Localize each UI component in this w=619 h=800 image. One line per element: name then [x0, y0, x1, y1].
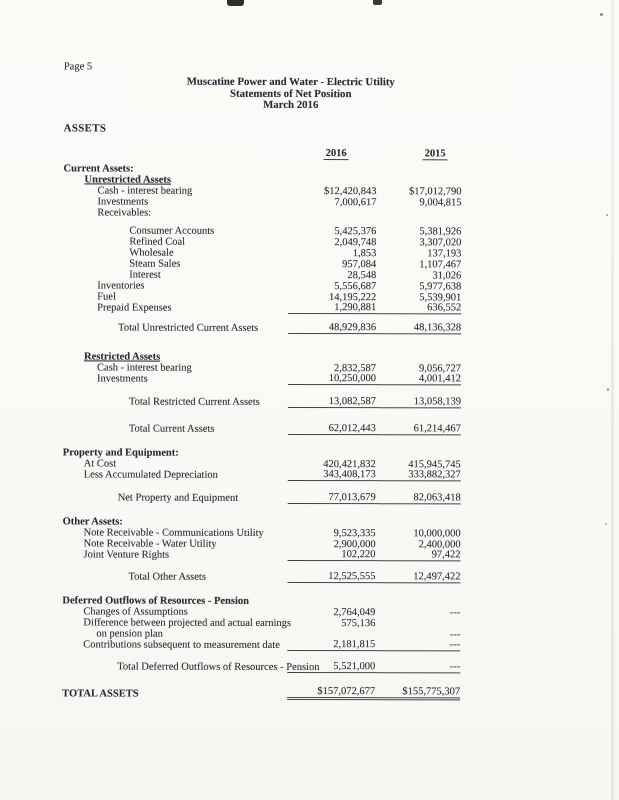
amount-2016: 2,181,815	[287, 639, 375, 652]
amount-2015: 415,945,745	[408, 458, 461, 470]
amount-2016: 12,525,555	[287, 571, 375, 584]
row-label: Current Assets:	[63, 162, 134, 175]
amount-2016: 957,084	[342, 258, 377, 270]
amount-2015: 12,497,422	[375, 571, 460, 584]
amount-2015: 10,000,000	[413, 527, 461, 539]
amount-2016: 7,000,617	[334, 196, 377, 208]
row-label: Total Current Assets	[128, 423, 215, 435]
amount-2015: 13,058,139	[376, 396, 461, 409]
amount-2015: 61,214,467	[376, 423, 461, 436]
row-label: Investments	[96, 373, 148, 385]
row-label: Receivables:	[97, 207, 152, 219]
scan-artifact	[227, 0, 244, 6]
amount-2015: ---	[449, 628, 461, 640]
statement-row	[62, 571, 460, 583]
amount-2016: 5,556,687	[334, 280, 377, 292]
amount-2015: ---	[375, 661, 460, 674]
statement-row	[62, 639, 460, 651]
amount-2015: 4,001,412	[376, 373, 461, 386]
amount-2015: 9,056,727	[419, 362, 462, 374]
row-label: Note Receivable - Water Utility	[83, 538, 217, 550]
amount-2016: 2,764,049	[333, 606, 376, 618]
amount-2016: 28,548	[347, 269, 377, 281]
row-label: Inventories	[97, 280, 145, 292]
amount-2015: 3,307,020	[419, 236, 462, 248]
row-spacer	[63, 407, 461, 424]
statement-row	[63, 469, 461, 481]
statement-row	[62, 685, 461, 700]
row-label: Joint Venture Rights	[83, 549, 170, 561]
row-label: Total Other Assets	[128, 571, 206, 583]
row-label: Consumer Accounts	[129, 225, 215, 237]
column-header-2015: 2015	[423, 148, 448, 160]
row-label: Refined Coal	[129, 236, 186, 248]
amount-2016: 575,136	[341, 617, 376, 629]
row-label: Difference between projected and actual earnings	[83, 617, 292, 629]
row-label: Changes of Assumptions	[83, 606, 188, 618]
column-header-spacer	[64, 158, 261, 159]
row-label: Prepaid Expenses	[97, 302, 172, 314]
amount-2015: 97,422	[376, 549, 461, 562]
document-title: Muscatine Power and Water - Electric Utility	[186, 75, 395, 89]
amount-2016: $157,072,677	[287, 686, 375, 701]
row-label: Less Accumulated Depreciation	[83, 469, 218, 481]
scan-artifact	[373, 0, 382, 5]
scan-artifact	[605, 523, 607, 525]
amount-2016: 77,013,679	[288, 492, 376, 505]
statement-row	[63, 322, 461, 334]
statement-row	[63, 549, 461, 561]
row-spacer	[63, 333, 461, 352]
amount-2016: 2,900,000	[333, 538, 376, 550]
section-heading-assets: ASSETS	[63, 122, 107, 135]
statement-row	[63, 423, 461, 435]
statement-rows	[62, 163, 461, 700]
statement-row	[63, 302, 461, 314]
statement-row	[62, 661, 460, 673]
row-label: Restricted Assets	[84, 351, 161, 363]
row-label: TOTAL ASSETS	[62, 687, 139, 700]
document-subtitle: Statements of Net Position	[230, 87, 352, 100]
row-label: Contributions subsequent to measurement date	[83, 639, 280, 651]
scan-artifact	[600, 13, 603, 16]
amount-2015: $17,012,790	[408, 185, 462, 197]
scan-edge-shadow	[611, 0, 614, 800]
amount-2015: ---	[375, 639, 460, 652]
amount-2016: 343,408,173	[288, 469, 376, 482]
amount-2016: 1,290,881	[288, 302, 376, 315]
amount-2016: 62,012,443	[288, 423, 376, 436]
row-label: Fuel	[97, 291, 116, 303]
amount-2016: 5,425,376	[334, 225, 377, 237]
amount-2016: 9,523,335	[333, 527, 376, 539]
amount-2015: 2,400,000	[418, 538, 461, 550]
amount-2016: 420,421,832	[323, 458, 376, 470]
amount-2015: 5,977,638	[419, 280, 462, 292]
amount-2016: 14,195,222	[328, 291, 377, 303]
amount-2015: 1,107,467	[419, 258, 462, 270]
statement-row	[63, 396, 461, 408]
statement-row	[63, 373, 461, 385]
row-label: on pension plan	[96, 628, 163, 640]
statement-row	[63, 207, 461, 219]
amount-2016: 102,220	[288, 549, 376, 562]
amount-2016: 48,929,836	[288, 322, 376, 335]
statement-row	[63, 492, 461, 504]
row-label: Interest	[129, 269, 161, 281]
column-header-cell-2016	[261, 147, 363, 159]
amount-2015: ---	[449, 606, 461, 618]
amount-2016: 2,049,748	[334, 236, 377, 248]
row-label: Deferred Outflows of Resources - Pension	[62, 594, 249, 607]
row-label: Total Restricted Current Assets	[128, 396, 260, 408]
column-header-2016: 2016	[324, 148, 349, 160]
amount-2015: 9,004,815	[419, 196, 462, 208]
amount-2015: $155,775,307	[375, 686, 460, 701]
page-number: Page 5	[63, 61, 93, 73]
amount-2015: 31,026	[432, 269, 462, 281]
row-label: Cash - interest bearing	[97, 185, 193, 197]
column-header-row	[64, 145, 462, 159]
amount-2016: 13,082,587	[288, 396, 376, 409]
row-label: Note Receivable - Communications Utility	[83, 527, 264, 539]
row-label: Wholesale	[129, 247, 174, 259]
amount-2016: 1,853	[352, 247, 377, 259]
document-title-block	[0, 76, 582, 112]
row-label: Investments	[97, 196, 149, 208]
row-label: Property and Equipment:	[62, 446, 179, 459]
scan-artifact	[607, 388, 609, 391]
amount-2016: $12,420,843	[323, 185, 377, 197]
amount-2015: 5,381,926	[419, 225, 462, 237]
row-label: Total Unrestricted Current Assets	[118, 322, 259, 334]
amount-2015: 333,882,327	[376, 469, 461, 482]
amount-2015: 5,539,901	[419, 291, 462, 303]
scan-artifact	[606, 214, 608, 216]
amount-2016: 2,832,587	[334, 362, 377, 374]
amount-2016: 5,521,000	[287, 661, 375, 674]
amount-2015: 48,136,328	[376, 322, 461, 335]
column-header-cell-2015	[363, 148, 462, 160]
row-label: Steam Sales	[129, 258, 181, 270]
row-label: At Cost	[83, 458, 117, 470]
row-label: Total Deferred Outflows of Resources - Pension	[117, 661, 320, 673]
row-label: Cash - interest bearing	[97, 362, 192, 374]
document-date: March 2016	[263, 99, 319, 112]
row-label: Net Property and Equipment	[117, 492, 239, 504]
amount-2015: 636,552	[376, 302, 461, 315]
row-label: Unrestricted Assets	[84, 174, 171, 186]
statement-table	[62, 145, 461, 700]
amount-2015: 137,193	[427, 247, 462, 259]
amount-2015: 82,063,418	[376, 492, 461, 505]
amount-2016: 10,250,000	[288, 373, 376, 386]
row-label: Other Assets:	[62, 515, 123, 528]
